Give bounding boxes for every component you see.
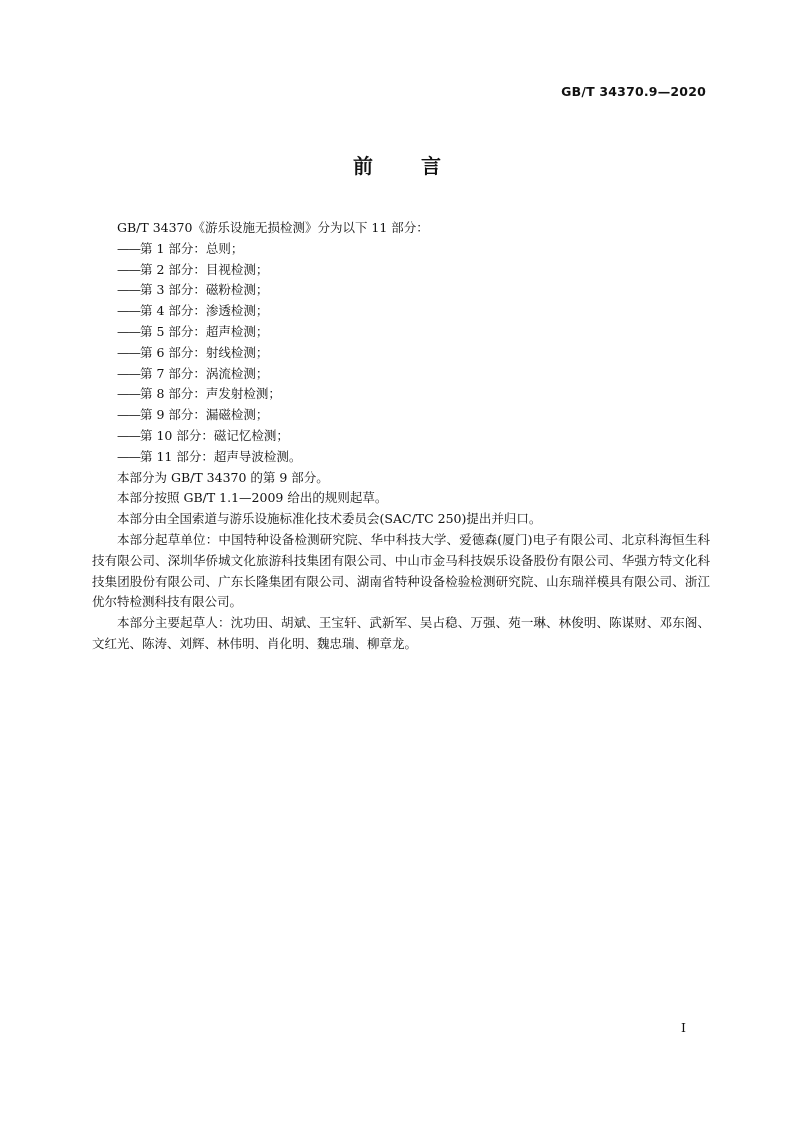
- list-item-text: 第 2 部分：目视检测；: [140, 261, 269, 277]
- dash-marker: ——: [117, 365, 140, 381]
- list-item-text: 第 9 部分：漏磁检测；: [140, 407, 269, 423]
- list-item: [92, 239, 710, 260]
- list-item: [92, 343, 710, 364]
- standard-number: GB/T 34370.9—2020: [561, 84, 706, 99]
- list-item-text: 第 4 部分：渗透检测；: [140, 303, 269, 319]
- drafting-units-paragraph: 本部分起草单位：中国特种设备检测研究院、华中科技大学、爱德森(厦门)电子有限公司、北京科海恒生科技有限公司、深圳华侨城文化旅游科技集团有限公司、中山市金马科技娱乐设备股份有限公司、华强方特文化科技集团股份有限公司、广东长隆集团有限公司、湖南省特种设备检验检测研究院、山东瑞祥模具有限公司、浙江优尔特检测科技有限公司。: [92, 531, 710, 610]
- dash-marker: ——: [117, 344, 140, 360]
- list-item: [92, 301, 710, 322]
- list-item: [92, 447, 710, 468]
- body-paragraph: 本部分为 GB/T 34370 的第 9 部分。: [117, 469, 329, 485]
- list-item-text: 第 7 部分：涡流检测；: [140, 365, 269, 381]
- dash-marker: ——: [117, 282, 140, 298]
- drafters-paragraph: 本部分主要起草人：沈功田、胡斌、王宝轩、武新军、吴占稳、万强、苑一琳、林俊明、陈谋财、邓东阁、文红光、陈涛、刘辉、林伟明、肖化明、魏忠瑞、柳章龙。: [92, 615, 710, 651]
- list-item: [92, 280, 710, 301]
- list-item-text: 第 3 部分：磁粉检测；: [140, 282, 269, 298]
- list-item: [92, 405, 710, 426]
- foreword-content: [92, 218, 710, 655]
- page-number: I: [681, 1020, 686, 1035]
- intro-paragraph: GB/T 34370《游乐设施无损检测》分为以下 11 部分：: [117, 220, 429, 235]
- dash-marker: ——: [117, 448, 140, 464]
- list-item: [92, 322, 710, 343]
- list-item: [92, 260, 710, 281]
- list-item-text: 第 10 部分：磁记忆检测；: [140, 427, 289, 443]
- list-item-text: 第 6 部分：射线检测；: [140, 344, 269, 360]
- dash-marker: ——: [117, 386, 140, 402]
- list-item-text: 第 1 部分：总则；: [140, 240, 244, 256]
- dash-marker: ——: [117, 261, 140, 277]
- dash-marker: ——: [117, 323, 140, 339]
- dash-marker: ——: [117, 303, 140, 319]
- body-paragraph: 本部分由全国索道与游乐设施标准化技术委员会(SAC/TC 250)提出并归口。: [117, 511, 542, 527]
- body-paragraph: 本部分按照 GB/T 1.1—2009 给出的规则起草。: [117, 490, 388, 506]
- list-item-text: 第 11 部分：超声导波检测。: [140, 448, 302, 464]
- dash-marker: ——: [117, 407, 140, 423]
- list-item: [92, 426, 710, 447]
- list-item: [92, 364, 710, 385]
- dash-marker: ——: [117, 240, 140, 256]
- list-item-text: 第 8 部分：声发射检测；: [140, 386, 281, 402]
- list-item: [92, 384, 710, 405]
- page-title: 前言: [353, 154, 489, 178]
- list-item-text: 第 5 部分：超声检测；: [140, 323, 269, 339]
- dash-marker: ——: [117, 427, 140, 443]
